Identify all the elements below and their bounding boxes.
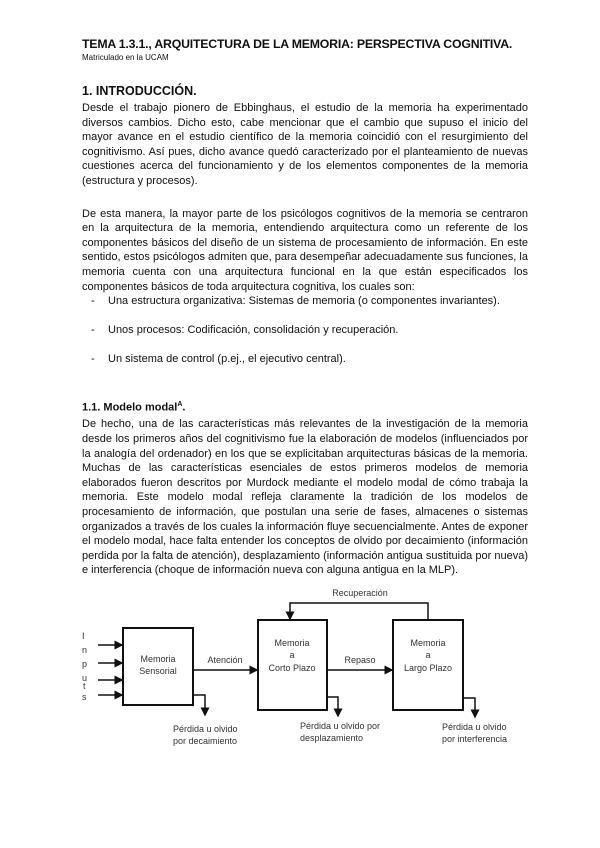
box-label: Memoria	[410, 638, 446, 648]
decay-loss-label: por decaimiento	[173, 736, 238, 746]
inputs-label: u	[82, 673, 88, 683]
box-label: Memoria	[274, 638, 310, 648]
displacement-loss-label: Pérdida u olvido por	[300, 721, 381, 731]
displacement-loss-label: desplazamiento	[300, 733, 364, 743]
list-item: - Un sistema de control (p.ej., el ejecutivo central).	[82, 352, 528, 367]
heading-text: 1.1. Modelo modal	[82, 401, 178, 414]
decay-loss-label: Pérdida u olvido	[173, 724, 238, 734]
modal-model-paragraph: De hecho, una de las características más relevantes de la investigación de la memoria desde los primeros años del cognitivismo fue la elaboración de modelos (influenciados por la analogía del ordenador) en los que se explicitaban arquitecturas básicas de la memoria. Muchas de las características esenciales de estos primeros modelos de memoria elaborados fueron descritos por Murdock mediante el modelo modal de cómo trabaja la memoria. Este modelo modal refleja claramente la tradición de los modelos de procesamiento de información, que postulan una serie de fases, almacenes o sistemas organizados a través de los cuales la información fluye secuencialmente. Antes de exponer el modelo modal, hace falta entender los conceptos de olvido por decaimiento (información perdida por la falta de atención), desplazamiento (información antigua sustituida por nueva) e interferencia (choque de información nueva con alguna antigua en la MLP).	[82, 418, 528, 577]
document-page	[82, 36, 528, 578]
box-label: Largo Plazo	[403, 663, 453, 673]
inputs-label: t	[83, 681, 86, 691]
interference-loss-arrow	[463, 698, 475, 717]
rehearsal-label: Repaso	[344, 655, 376, 665]
section-heading-introduction: 1. INTRODUCCIÓN.	[82, 84, 197, 98]
interference-loss-label: Pérdida u olvido	[442, 722, 507, 732]
retrieval-arrow	[290, 603, 428, 620]
decay-loss-arrow	[193, 695, 205, 715]
section-heading-modal-model: 1.1. Modelo modal$^A$.	[82, 400, 186, 414]
box-label: Corto Plazo	[268, 663, 316, 673]
inputs-label: s	[82, 692, 87, 702]
inputs-label: I	[82, 631, 85, 641]
displacement-loss-arrow	[327, 697, 338, 716]
list-item: - Una estructura organizativa: Sistemas de memoria (o componentes invariantes).	[82, 294, 528, 309]
attention-label: Atención	[207, 655, 243, 665]
intro-paragraph-2: De esta manera, la mayor parte de los psicólogos cognitivos de la memoria se centraron en la arquitectura de la memoria, entendiendo arquitectura como un referente de los componentes básicos del diseño de un sistema de procesamiento de información. En este sentido, estos psicólogos admiten que, para desempeñar adecuadamente sus funciones, la memoria cuenta con una arquitectura funcional en la que están especificados los componentes básicos de toda arquitectura cognitiva, los cuales son:	[82, 207, 528, 293]
footnote-marker[interactable]: A	[177, 400, 183, 408]
box-label: a	[425, 650, 431, 660]
page-subtitle: Matriculado en la UCAM	[82, 53, 169, 62]
box-label: Sensorial	[139, 666, 177, 676]
inputs-label: p	[82, 659, 88, 669]
interference-loss-label: por interferencia	[442, 734, 508, 744]
intro-paragraph-1: Desde el trabajo pionero de Ebbinghaus, el estudio de la memoria ha experimentado diversos cambios. Dicho esto, cabe mencionar que el cambio que supuso el inicio del mayor avance en el estudio científico de la memoria coincidió con el resurgimiento del cognitivismo. Así pues, dicho avance quedó caracterizado por el planteamiento de nuevas cuestiones acerca del funcionamiento y de los elementos componentes de la memoria (estructura y procesos).	[82, 102, 528, 187]
components-list	[82, 294, 528, 367]
box-label: a	[289, 650, 295, 660]
inputs-label: n	[82, 645, 88, 655]
retrieval-label: Recuperación	[332, 588, 388, 598]
page-title: TEMA 1.3.1., ARQUITECTURA DE LA MEMORIA: PERSPECTIVA COGNITIVA.	[82, 37, 513, 51]
list-item: - Unos procesos: Codificación, consolidación y recuperación.	[82, 323, 528, 338]
box-label: Memoria	[140, 654, 176, 664]
modal-model-diagram	[80, 585, 520, 750]
